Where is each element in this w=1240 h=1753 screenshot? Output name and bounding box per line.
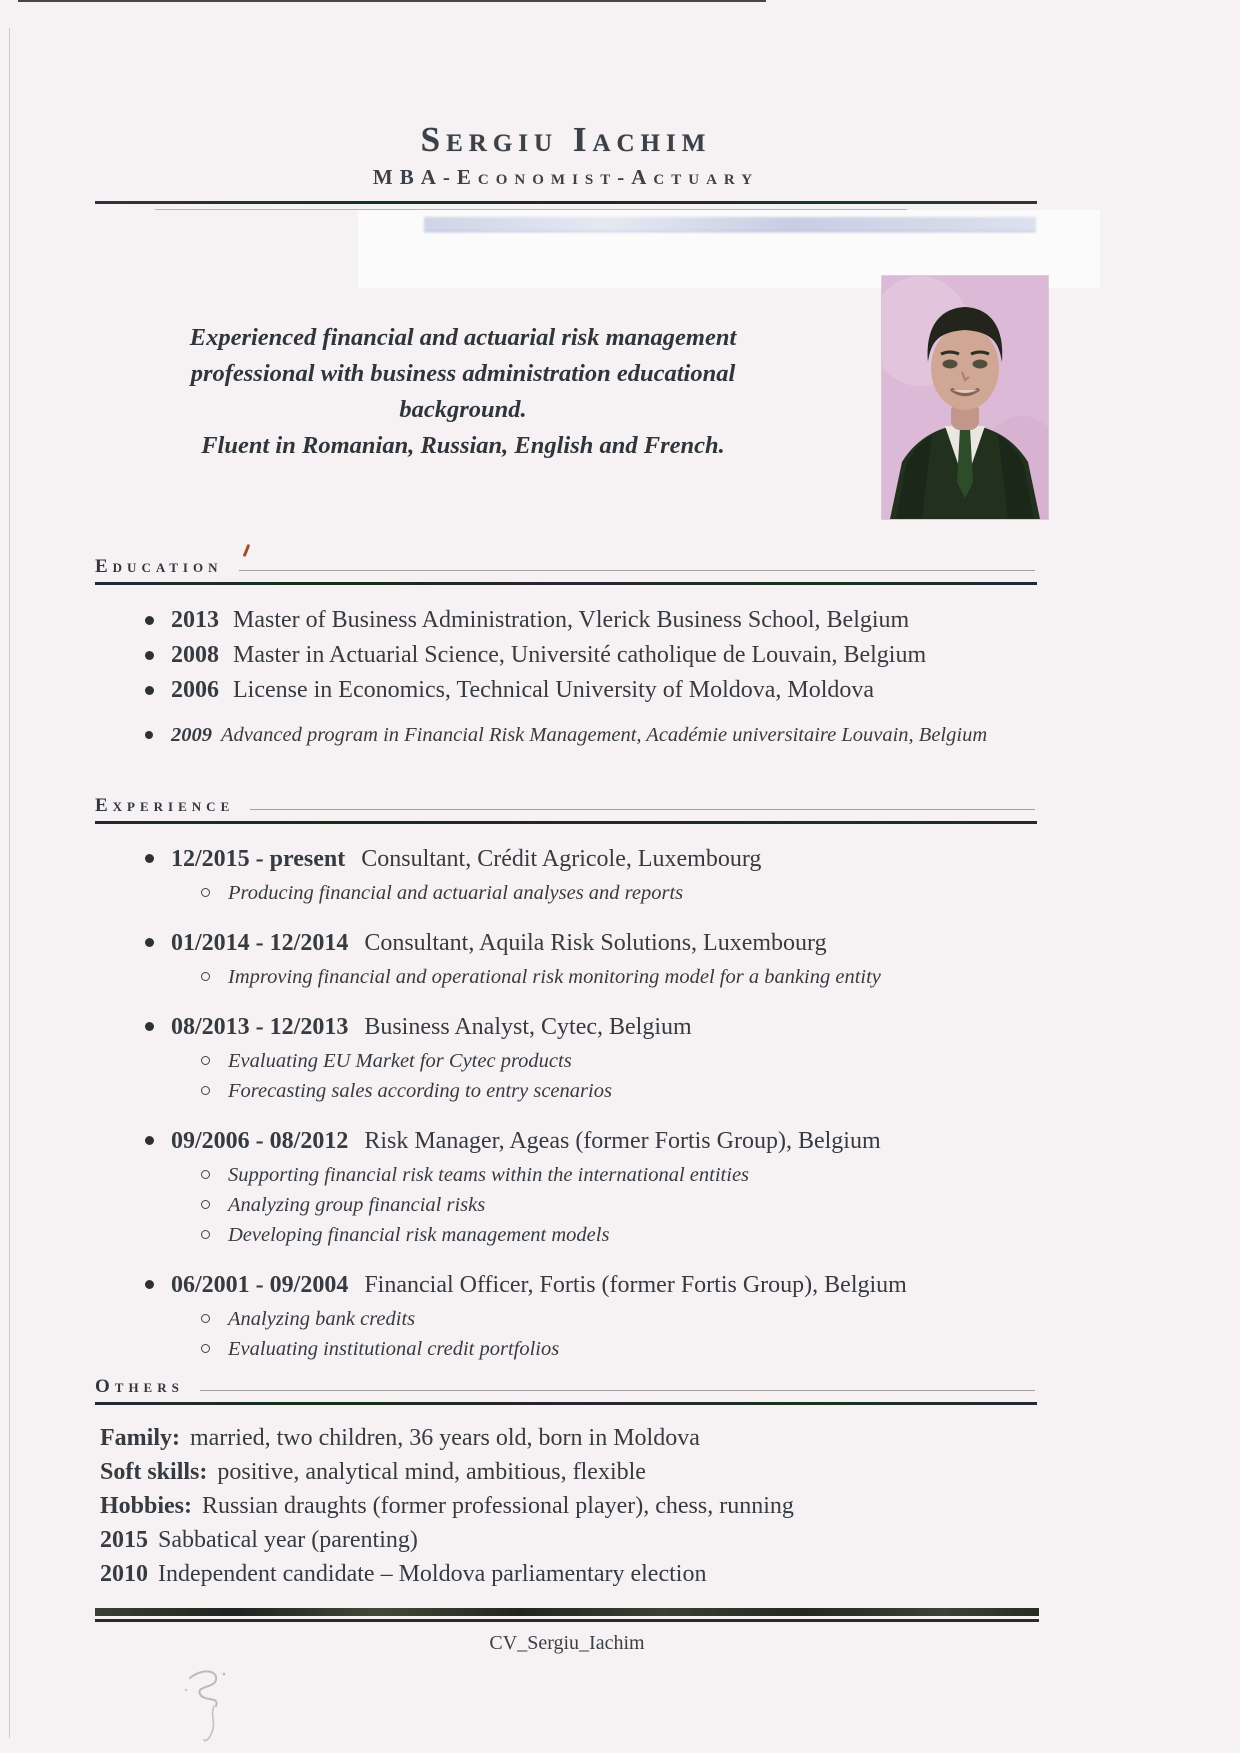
entry-sub-item <box>201 1160 1037 1190</box>
education-year: 2013 <box>171 606 219 633</box>
entry-period: 08/2013 - 12/2013 <box>171 1013 349 1040</box>
header-rule <box>95 201 1037 204</box>
entry-sub-item <box>201 1190 1037 1220</box>
experience-entry <box>95 842 1037 908</box>
disc-bullet-icon <box>145 686 154 695</box>
others-line <box>95 1455 1037 1489</box>
entry-sub-text: Developing financial risk management models <box>228 1223 610 1246</box>
experience-heading <box>95 795 1037 817</box>
entry-sub-list <box>95 962 1037 992</box>
entry-head <box>95 926 1037 960</box>
summary-line-1: Experienced financial and actuarial risk management professional with business administration educational background. <box>189 324 737 423</box>
others-lines <box>95 1421 1037 1591</box>
header <box>95 120 1037 210</box>
portrait-photo-image <box>882 276 1048 519</box>
entry-sub-list <box>95 878 1037 908</box>
others-heading-label: Others <box>95 1376 184 1397</box>
heading-tail-rule <box>250 809 1035 810</box>
ring-bullet-icon <box>201 1170 210 1179</box>
entry-period: 01/2014 - 12/2014 <box>171 929 349 956</box>
entry-role: Business Analyst, Cytec, Belgium <box>364 1013 692 1040</box>
disc-bullet-icon <box>145 616 154 625</box>
others-label: Family: <box>100 1424 180 1451</box>
entry-period: 09/2006 - 08/2012 <box>171 1127 349 1154</box>
entry-sub-item <box>201 1220 1037 1250</box>
others-text: Russian draughts (former professional player), chess, running <box>202 1492 794 1519</box>
entry-sub-text: Producing financial and actuarial analyses and reports <box>228 881 684 904</box>
entry-sub-list <box>95 1160 1037 1250</box>
entry-head <box>95 1268 1037 1302</box>
ring-bullet-icon <box>201 1200 210 1209</box>
experience-heading-label: Experience <box>95 795 235 816</box>
education-heading <box>95 556 1037 578</box>
summary <box>138 320 788 464</box>
entry-period: 12/2015 - present <box>171 845 346 872</box>
ring-bullet-icon <box>201 1056 210 1065</box>
scan-edge-top <box>18 0 766 2</box>
education-extra-year: 2009 <box>171 723 212 746</box>
entry-sub-item <box>201 1334 1037 1364</box>
page-title: Sergiu Iachim <box>420 120 712 159</box>
others-line <box>95 1557 1037 1591</box>
experience-entry <box>95 1268 1037 1364</box>
footer-thin-rule <box>95 1619 1039 1622</box>
section-others <box>95 1376 1037 1591</box>
experience-entry <box>95 1124 1037 1250</box>
entry-sub-text: Improving financial and operational risk monitoring model for a banking entity <box>228 965 881 988</box>
header-subtitle: MBA-Economist-Actuary <box>372 165 760 189</box>
disc-bullet-icon <box>145 651 154 660</box>
education-item <box>95 673 1037 708</box>
entry-sub-item <box>201 962 1037 992</box>
entry-head <box>95 842 1037 876</box>
entry-head <box>95 1124 1037 1158</box>
entry-role: Risk Manager, Ageas (former Fortis Group), Belgium <box>364 1127 881 1154</box>
others-text: Independent candidate – Moldova parliamentary election <box>158 1560 707 1587</box>
others-label: Hobbies: <box>100 1492 193 1519</box>
ring-bullet-icon <box>201 1314 210 1323</box>
others-text: Sabbatical year (parenting) <box>158 1526 418 1553</box>
experience-entry <box>95 926 1037 992</box>
section-education <box>95 556 1037 747</box>
disc-bullet-icon <box>145 1136 154 1145</box>
footer-filename: CV_Sergiu_Iachim <box>489 1632 645 1654</box>
redacted-contact-line <box>424 217 1036 232</box>
others-label: 2010 <box>100 1560 148 1587</box>
disc-bullet-icon <box>145 854 154 863</box>
heading-tail-rule <box>239 570 1036 571</box>
section-experience <box>95 795 1037 1364</box>
education-rule <box>95 582 1037 585</box>
ring-bullet-icon <box>201 1086 210 1095</box>
disc-bullet-icon <box>145 938 154 947</box>
entry-sub-list <box>95 1046 1037 1106</box>
education-year: 2008 <box>171 641 219 668</box>
entry-sub-text: Supporting financial risk teams within the international entities <box>228 1163 750 1186</box>
entry-sub-text: Evaluating EU Market for Cytec products <box>228 1049 572 1072</box>
entry-sub-list <box>95 1304 1037 1364</box>
education-year: 2006 <box>171 676 219 703</box>
education-text: Master in Actuarial Science, Université catholique de Louvain, Belgium <box>233 641 927 668</box>
education-text: Master of Business Administration, Vlerick Business School, Belgium <box>233 606 910 633</box>
others-line <box>95 1489 1037 1523</box>
pencil-scribble-icon <box>176 1660 246 1746</box>
footer-bar <box>95 1608 1039 1616</box>
entry-sub-item <box>201 1046 1037 1076</box>
ring-bullet-icon <box>201 1344 210 1353</box>
summary-line-2: Fluent in Romanian, Russian, English and French. <box>201 432 725 459</box>
others-label: 2015 <box>100 1526 148 1553</box>
others-rule <box>95 1402 1037 1405</box>
entry-period: 06/2001 - 09/2004 <box>171 1271 349 1298</box>
entry-role: Consultant, Crédit Agricole, Luxembourg <box>361 845 762 872</box>
entry-head <box>95 1010 1037 1044</box>
heading-tail-rule <box>200 1390 1035 1391</box>
scan-edge-left <box>9 28 10 1738</box>
entry-sub-text: Evaluating institutional credit portfolios <box>228 1337 560 1360</box>
others-heading <box>95 1376 1037 1398</box>
entry-sub-text: Forecasting sales according to entry scenarios <box>228 1079 612 1102</box>
education-heading-label: Education <box>95 556 223 577</box>
portrait-photo <box>882 276 1048 519</box>
others-label: Soft skills: <box>100 1458 208 1485</box>
experience-entry <box>95 1010 1037 1106</box>
others-text: positive, analytical mind, ambitious, flexible <box>217 1458 646 1485</box>
others-text: married, two children, 36 years old, born in Moldova <box>189 1424 700 1451</box>
disc-bullet-icon <box>145 731 153 739</box>
disc-bullet-icon <box>145 1280 154 1289</box>
entry-sub-text: Analyzing group financial risks <box>228 1193 486 1216</box>
others-line <box>95 1421 1037 1455</box>
entry-sub-item <box>201 1076 1037 1106</box>
entry-role: Consultant, Aquila Risk Solutions, Luxembourg <box>364 929 827 956</box>
ring-bullet-icon <box>201 888 210 897</box>
education-extra-text: Advanced program in Financial Risk Management, Académie universitaire Louvain, Belgium <box>221 723 988 746</box>
entry-sub-item <box>201 878 1037 908</box>
red-pen-tick-icon <box>243 544 251 557</box>
education-item <box>95 603 1037 638</box>
education-text: License in Economics, Technical University of Moldova, Moldova <box>233 676 875 703</box>
ring-bullet-icon <box>201 1230 210 1239</box>
ring-bullet-icon <box>201 972 210 981</box>
education-item <box>95 638 1037 673</box>
entry-role: Financial Officer, Fortis (former Fortis Group), Belgium <box>364 1271 907 1298</box>
experience-rule <box>95 821 1037 824</box>
entry-sub-item <box>201 1304 1037 1334</box>
others-line <box>95 1523 1037 1557</box>
disc-bullet-icon <box>145 1022 154 1031</box>
entry-sub-text: Analyzing bank credits <box>228 1307 416 1330</box>
education-extra-item <box>95 724 1037 747</box>
education-list <box>95 603 1037 708</box>
